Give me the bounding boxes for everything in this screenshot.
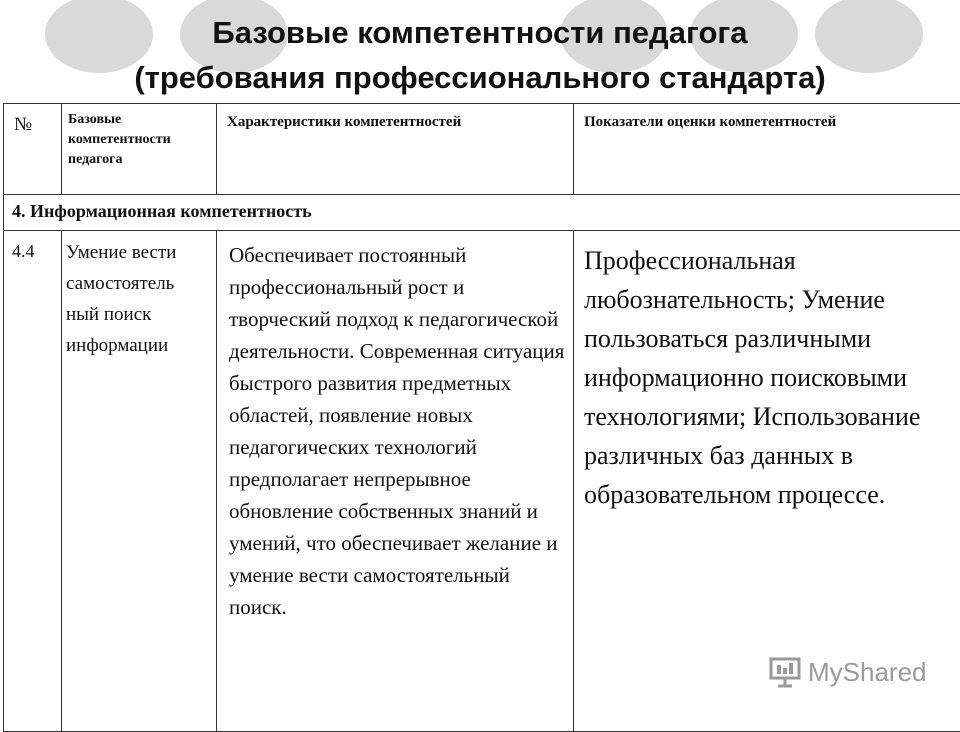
row-indicators: Профессиональная любознательность; Умение пользоваться различными информационно поисковыми технологиями; Использование различных баз данных в образовательном процессе. bbox=[574, 231, 960, 732]
title-line-1: Базовые компетентности педагога bbox=[0, 10, 960, 55]
slide-title bbox=[0, 10, 960, 100]
section-row bbox=[4, 195, 960, 231]
myshared-watermark bbox=[768, 655, 927, 689]
title-line-2: (требования профессионального стандарта) bbox=[0, 55, 960, 100]
row-skill: Умение вести самостоятель ный поиск информации bbox=[62, 231, 217, 732]
competence-table bbox=[3, 103, 960, 732]
watermark-text: MyShared bbox=[808, 657, 927, 688]
section-title: 4. Информационная компетентность bbox=[4, 195, 960, 231]
header-num: № bbox=[4, 104, 62, 195]
table-header-row bbox=[4, 104, 960, 195]
presentation-board-icon bbox=[768, 655, 802, 689]
header-characteristics: Характеристики компетентностей bbox=[217, 104, 574, 195]
row-characteristics: Обеспечивает постоянный профессиональный рост и творческий подход к педагогической деятельности. Современная ситуация быстрого развития предметных областей, появление новых педагогических технологий предполагает непрерывное обновление собственных знаний и умений, что обеспечивает желание и умение вести самостоятельный поиск. bbox=[217, 231, 574, 732]
header-indicators: Показатели оценки компетентностей bbox=[574, 104, 960, 195]
row-num: 4.4 bbox=[4, 231, 62, 732]
header-base-competences: Базовые компетентности педагога bbox=[62, 104, 217, 195]
